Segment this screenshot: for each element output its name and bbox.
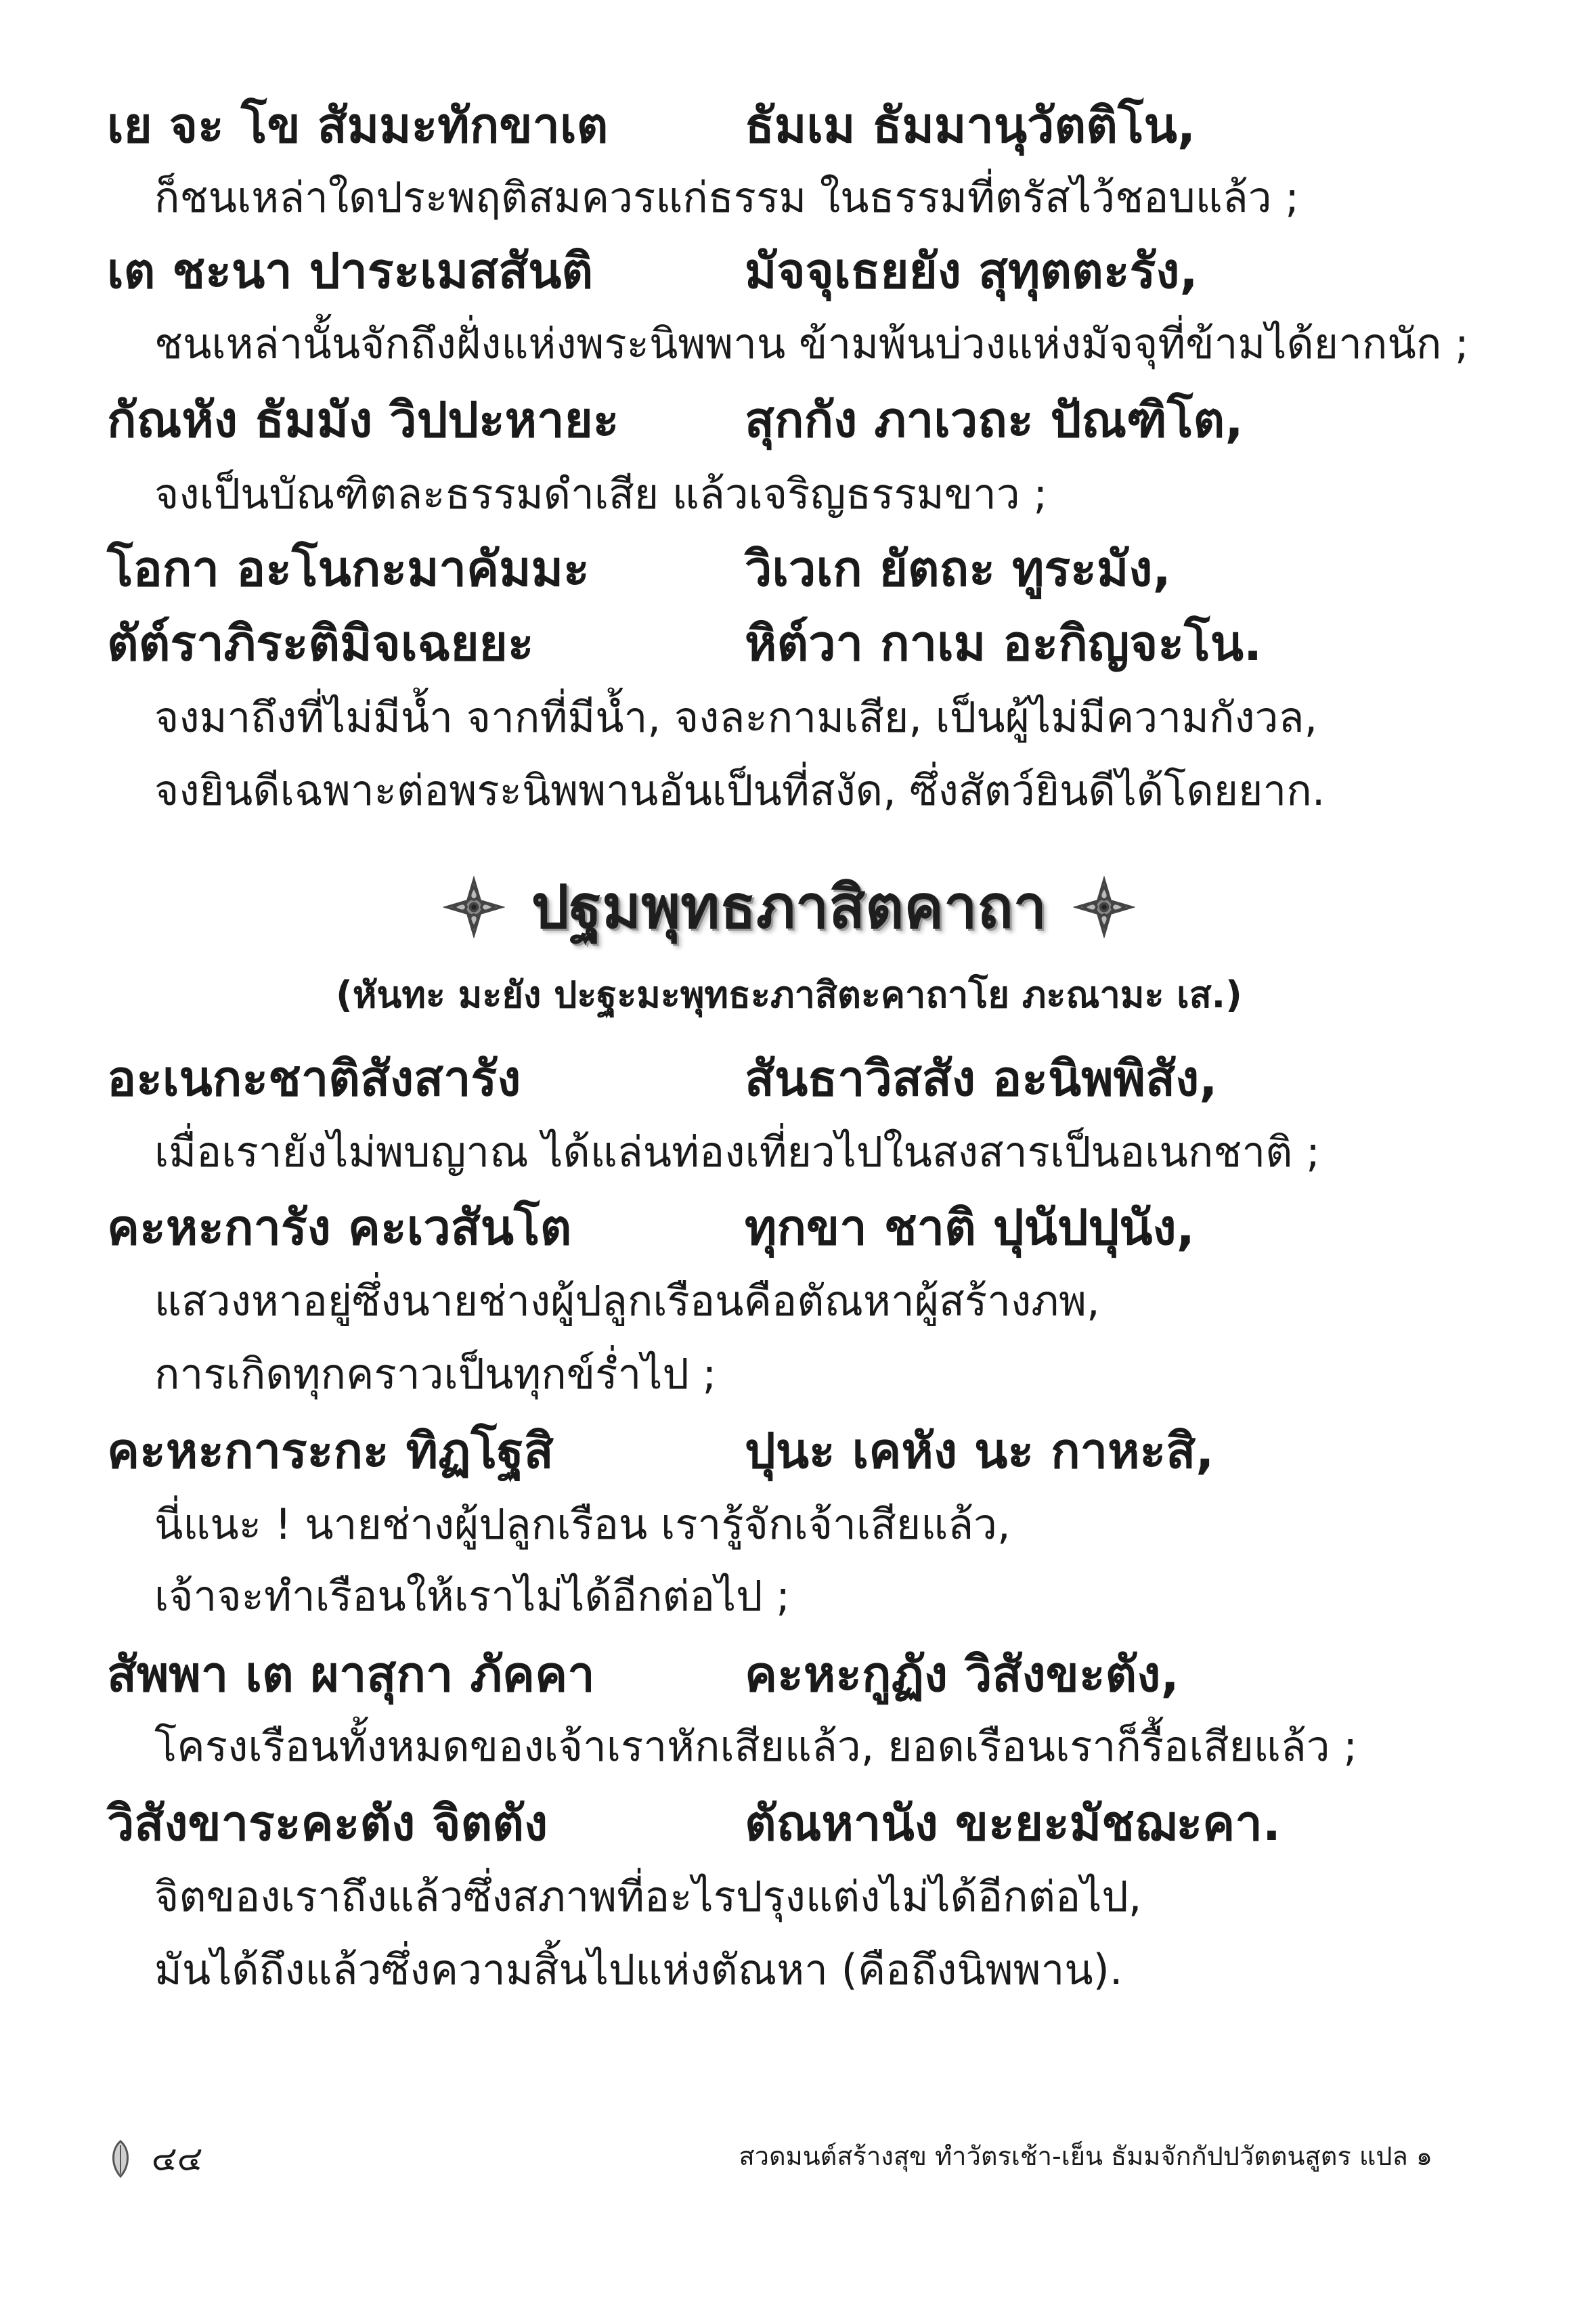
pali-line	[107, 88, 1495, 162]
flower-ornament-icon	[1073, 876, 1135, 938]
translation-line: ก็ชนเหล่าใดประพฤติสมควรแก่ธรรม ในธรรมที่ตรัสไว้ชอบแล้ว ;	[154, 173, 1300, 222]
translation-line: มันได้ถึงแล้วซึ่งความสิ้นไปแห่งตัณหา (คือถึงนิพพาน).	[154, 1945, 1123, 1994]
pali-left: วิสังขาระคะตัง จิตตัง	[107, 1795, 548, 1851]
translation-line: เจ้าจะทำเรือนให้เราไม่ได้อีกต่อไป ;	[154, 1571, 791, 1621]
section-heading	[0, 856, 1578, 958]
pali-left: โอกา อะโนกะมาคัมมะ	[107, 540, 590, 597]
translation-line: เมื่อเรายังไม่พบญาณ ได้แล่นท่องเที่ยวไปในสงสารเป็นอเนกชาติ ;	[154, 1127, 1321, 1177]
pali-right: ธัมเม ธัมมานุวัตติโน,	[745, 97, 1196, 154]
pali-right: ปุนะ เคหัง นะ กาหะสิ,	[745, 1422, 1214, 1479]
translation-line: นี่แนะ ! นายช่างผู้ปลูกเรือน เรารู้จักเจ้าเสียแล้ว,	[154, 1499, 1011, 1549]
pali-left: อะเนกะชาติสังสารัง	[107, 1050, 521, 1107]
section-title: ปฐมพุทธภาสิตคาถา	[531, 872, 1047, 942]
translation-line: จงเป็นบัณฑิตละธรรมดำเสีย แล้วเจริญธรรมขาว ;	[154, 469, 1048, 519]
flower-ornament-icon	[443, 876, 505, 938]
pali-line	[107, 382, 1495, 457]
pali-line	[107, 1041, 1495, 1116]
pali-line	[107, 1190, 1495, 1265]
translation-line: ชนเหล่านั้นจักถึงฝั่งแห่งพระนิพพาน ข้ามพ้นบ่วงแห่งมัจจุที่ข้ามได้ยากนัก ;	[154, 319, 1469, 368]
translation-line: จงยินดีเฉพาะต่อพระนิพพานอันเป็นที่สงัด, ซึ่งสัตว์ยินดีได้โดยยาก.	[154, 766, 1325, 815]
page-number-block	[107, 2126, 203, 2187]
pali-line	[107, 1413, 1495, 1488]
pali-right: ตัณหานัง ขะยะมัชฌะคา.	[745, 1795, 1281, 1851]
pali-left: คะหะการะกะ ทิฏโฐสิ	[107, 1422, 554, 1479]
pali-left: เต ชะนา ปาระเมสสันติ	[107, 242, 594, 299]
pali-left: คะหะการัง คะเวสันโต	[107, 1199, 572, 1256]
section-subtitle: (หันทะ มะยัง ปะฐะมะพุทธะภาสิตะคาถาโย ภะณามะ เส.)	[336, 973, 1242, 1016]
pali-right: หิต์วา กาเม อะกิญจะโน.	[745, 615, 1263, 672]
pali-line	[107, 1637, 1495, 1711]
pali-line	[107, 606, 1495, 680]
translation-line: การเกิดทุกคราวเป็นทุกข์ร่ำไป ;	[154, 1349, 717, 1399]
pali-line	[107, 1786, 1495, 1860]
leaf-ornament-icon	[107, 2139, 134, 2179]
page-number: ๔๔	[151, 2139, 203, 2178]
pali-right: คะหะกูฏัง วิสังขะตัง,	[745, 1646, 1179, 1703]
translation-line: จิตของเราถึงแล้วซึ่งสภาพที่อะไรปรุงแต่งไม่ได้อีกต่อไป,	[154, 1872, 1142, 1921]
pali-left: สัพพา เต ผาสุกา ภัคคา	[107, 1646, 595, 1703]
pali-right: วิเวเก ยัตถะ ทูระมัง,	[745, 540, 1171, 597]
translation-line: แสวงหาอยู่ซึ่งนายช่างผู้ปลูกเรือนคือตัณหาผู้สร้างภพ,	[154, 1276, 1100, 1325]
pali-left: ตัต์ราภิระติมิจเฉยยะ	[107, 615, 534, 672]
pali-left: กัณหัง ธัมมัง วิปปะหายะ	[107, 391, 619, 448]
pali-line	[107, 234, 1495, 308]
pali-right: ทุกขา ชาติ ปุนัปปุนัง,	[745, 1199, 1195, 1256]
pali-right: สันธาวิสสัง อะนิพพิสัง,	[745, 1050, 1218, 1107]
pali-right: สุกกัง ภาเวถะ ปัณฑิโต,	[745, 391, 1244, 448]
running-footer: สวดมนต์สร้างสุข ทำวัตรเช้า-เย็น ธัมมจักกัปปวัตตนสูตร แปล ๑	[739, 2141, 1432, 2171]
translation-line: โครงเรือนทั้งหมดของเจ้าเราหักเสียแล้ว, ยอดเรือนเราก็รื้อเสียแล้ว ;	[154, 1722, 1358, 1771]
translation-line: จงมาถึงที่ไม่มีน้ำ จากที่มีน้ำ, จงละกามเสีย, เป็นผู้ไม่มีความกังวล,	[154, 693, 1318, 742]
pali-line	[107, 531, 1495, 606]
pali-left: เย จะ โข สัมมะทักขาเต	[107, 97, 609, 154]
pali-right: มัจจุเธยยัง สุทุตตะรัง,	[745, 242, 1198, 299]
